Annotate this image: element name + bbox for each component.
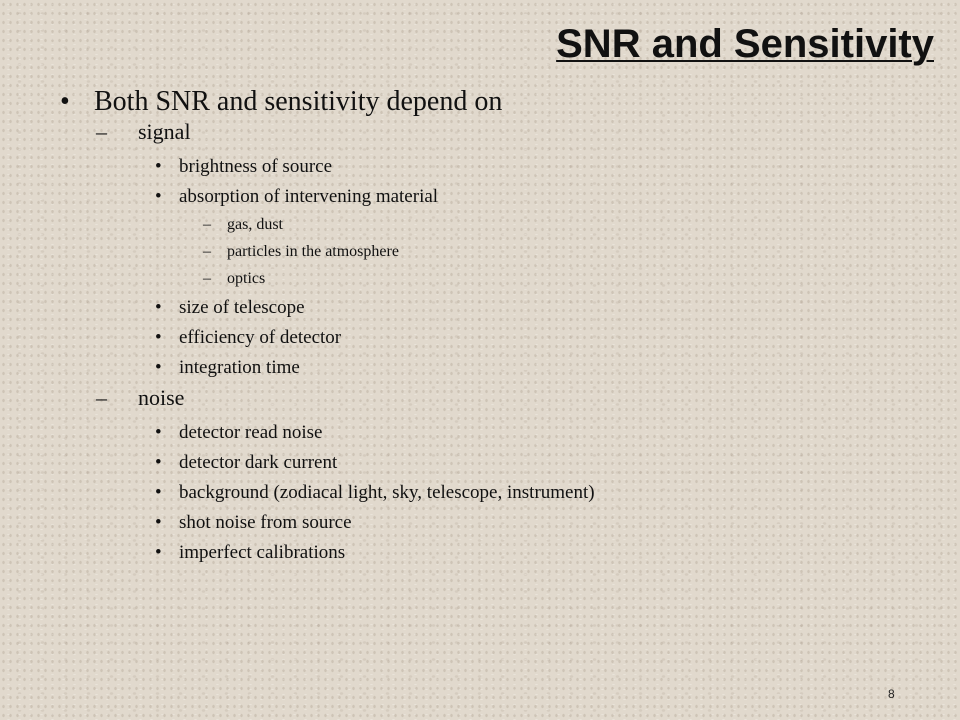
dash-icon: –: [96, 385, 107, 410]
noise-item-text: detector dark current: [179, 452, 338, 473]
signal-label: signal: [138, 119, 191, 144]
bullet-icon: •: [155, 327, 162, 348]
bullet-icon: •: [155, 186, 162, 207]
dash-icon: –: [203, 216, 211, 233]
dash-icon: –: [203, 270, 211, 287]
slide-title: SNR and Sensitivity: [556, 22, 934, 66]
bullet-icon: •: [155, 357, 162, 378]
bullet-icon: •: [155, 482, 162, 503]
signal-item-text: efficiency of detector: [179, 327, 342, 348]
noise-item-text: shot noise from source: [179, 512, 352, 533]
noise-item-text: imperfect calibrations: [179, 542, 346, 563]
noise-label: noise: [138, 385, 185, 410]
bullet-icon: •: [155, 297, 162, 318]
bullet-icon: •: [155, 542, 162, 563]
bullet-icon: •: [155, 156, 162, 177]
signal-item-text: absorption of intervening material: [179, 186, 439, 207]
noise-item-text: detector read noise: [179, 422, 323, 443]
bullet-icon: •: [155, 452, 162, 473]
bullet-icon: •: [155, 512, 162, 533]
main-bullet-text: Both SNR and sensitivity depend on: [94, 86, 503, 117]
signal-item-text: size of telescope: [179, 297, 305, 318]
dash-icon: –: [96, 119, 107, 144]
noise-item-text: background (zodiacal light, sky, telescope, instrument): [179, 482, 595, 503]
signal-item-text: brightness of source: [179, 156, 333, 177]
absorption-subitem-text: particles in the atmosphere: [227, 243, 399, 260]
page-number: 8: [888, 687, 895, 701]
dash-icon: –: [203, 243, 211, 260]
bullet-icon: •: [155, 422, 162, 443]
bullet-icon: •: [60, 86, 70, 117]
absorption-subitem-text: gas, dust: [227, 216, 283, 233]
signal-item-text: integration time: [179, 357, 300, 378]
absorption-subitem-text: optics: [227, 270, 266, 287]
